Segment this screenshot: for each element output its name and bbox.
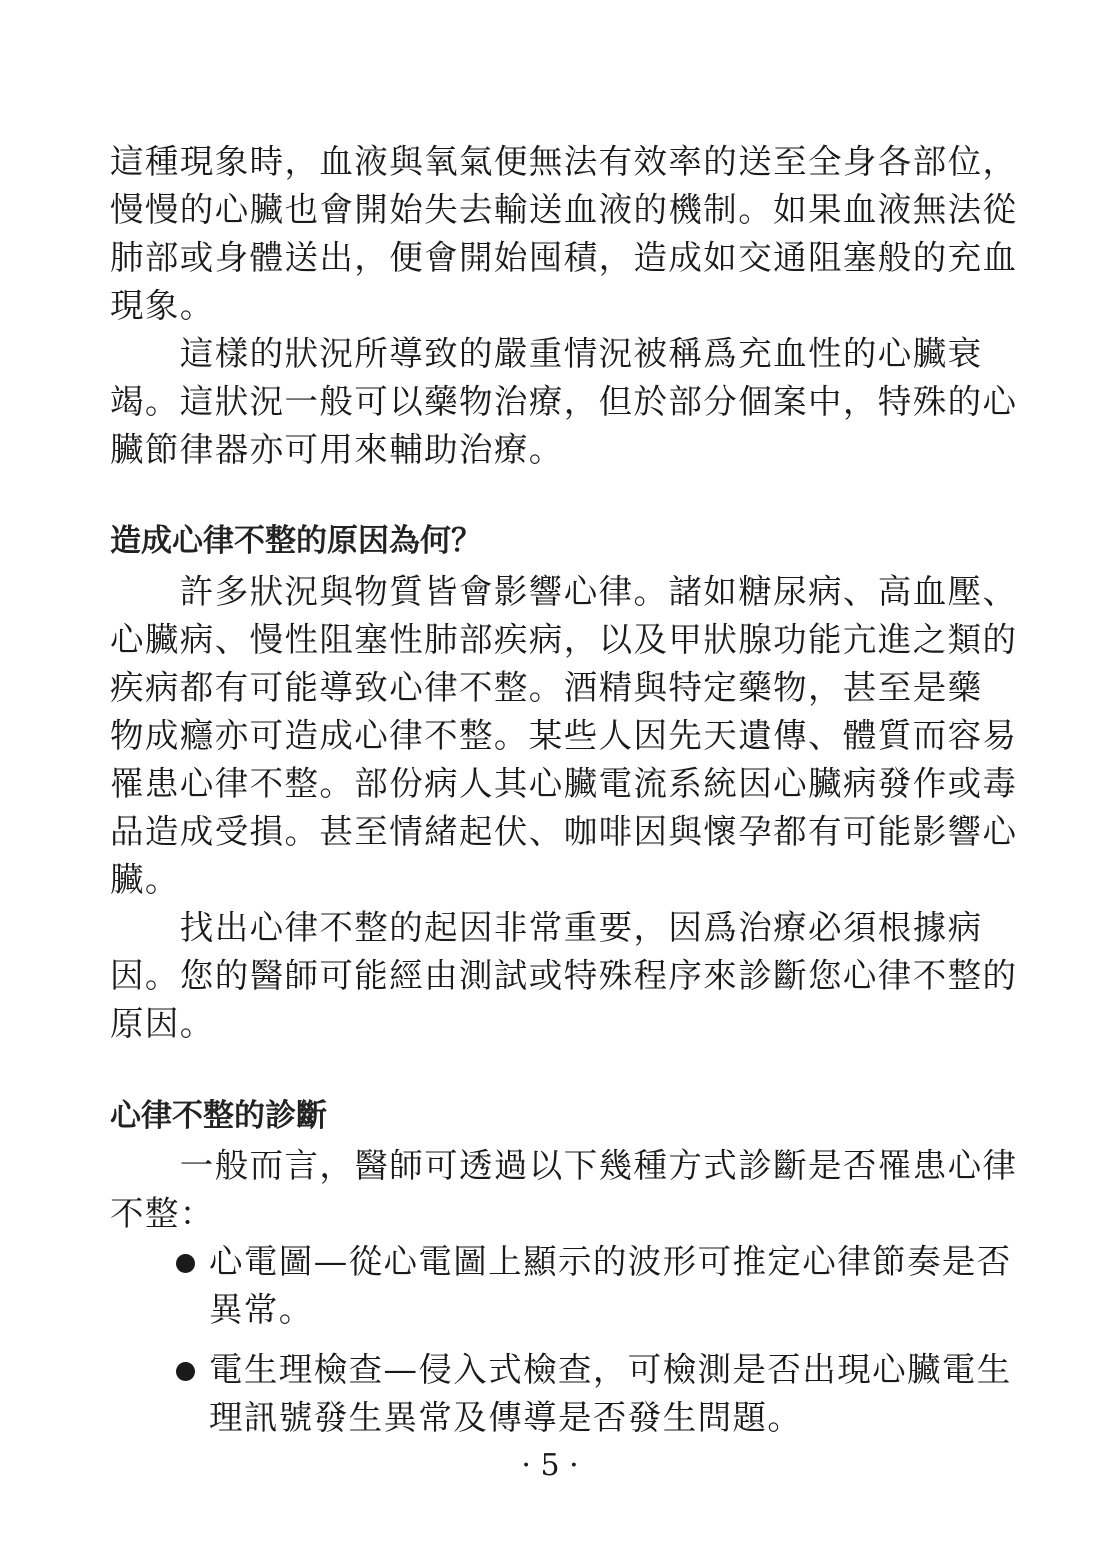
text-line: 疾病都有可能導致心律不整。酒精與特定藥物，甚至是藥 xyxy=(110,668,983,707)
text-line: 物成癮亦可造成心律不整。某些人因先天遺傳、體質而容易 xyxy=(110,716,1018,755)
bullet-icon xyxy=(176,1362,195,1381)
paragraph xyxy=(110,1142,1018,1238)
page-content xyxy=(110,138,1018,1442)
text-line: 臟。 xyxy=(110,860,180,899)
text-line: 現象。 xyxy=(110,286,215,325)
text-line: 心電圖—從心電圖上顯示的波形可推定心律節奏是否 xyxy=(209,1242,1012,1281)
section-heading: 造成心律不整的原因為何？ xyxy=(110,523,482,559)
text-line: 不整： xyxy=(110,1194,215,1233)
text-line: 這種現象時，血液與氧氣便無法有效率的送至全身各部位， xyxy=(110,142,1018,181)
section-heading: 心律不整的診斷 xyxy=(110,1098,327,1134)
text-line: 竭。這狀況一般可以藥物治療，但於部分個案中，特殊的心 xyxy=(110,382,1018,421)
text-line: 因。您的醫師可能經由測試或特殊程序來診斷您心律不整的 xyxy=(110,956,1018,995)
text-line: 這樣的狀況所導致的嚴重情況被稱爲充血性的心臟衰 xyxy=(110,334,983,373)
bullet-line xyxy=(176,1238,1012,1286)
bullet-line xyxy=(176,1346,1012,1394)
text-line: 品造成受損。甚至情緒起伏、咖啡因與懷孕都有可能影響心 xyxy=(110,812,1018,851)
paragraph xyxy=(110,568,1018,904)
text-line: 許多狀況與物質皆會影響心律。諸如糖尿病、高血壓、 xyxy=(110,572,1018,611)
paragraph xyxy=(110,330,1018,474)
text-line: 找出心律不整的起因非常重要，因爲治療必須根據病 xyxy=(110,908,983,947)
text-line: 原因。 xyxy=(110,1004,215,1043)
text-line: 慢慢的心臟也會開始失去輸送血液的機制。如果血液無法從 xyxy=(110,190,1018,229)
text-line: 一般而言，醫師可透過以下幾種方式診斷是否罹患心律 xyxy=(110,1146,1018,1185)
paragraph xyxy=(110,138,1018,330)
paragraph xyxy=(110,904,1018,1048)
text-line: 罹患心律不整。部份病人其心臟電流系統因心臟病發作或毒 xyxy=(110,764,1018,803)
bullet-icon xyxy=(176,1254,195,1273)
text-line: 異常。 xyxy=(209,1290,314,1329)
text-line: 電生理檢查—侵入式檢查，可檢測是否出現心臟電生 xyxy=(209,1350,1012,1389)
bullet-list xyxy=(110,1238,1012,1442)
text-line: 臟節律器亦可用來輔助治療。 xyxy=(110,430,564,469)
text-line: 心臟病、慢性阻塞性肺部疾病，以及甲狀腺功能亢進之類的 xyxy=(110,620,1018,659)
text-line: 肺部或身體送出，便會開始囤積，造成如交通阻塞般的充血 xyxy=(110,238,1018,277)
page-number: · 5 · xyxy=(521,1448,579,1483)
text-line: 理訊號發生異常及傳導是否發生問題。 xyxy=(209,1398,803,1437)
list-item xyxy=(110,1238,1012,1334)
list-item xyxy=(110,1346,1012,1442)
